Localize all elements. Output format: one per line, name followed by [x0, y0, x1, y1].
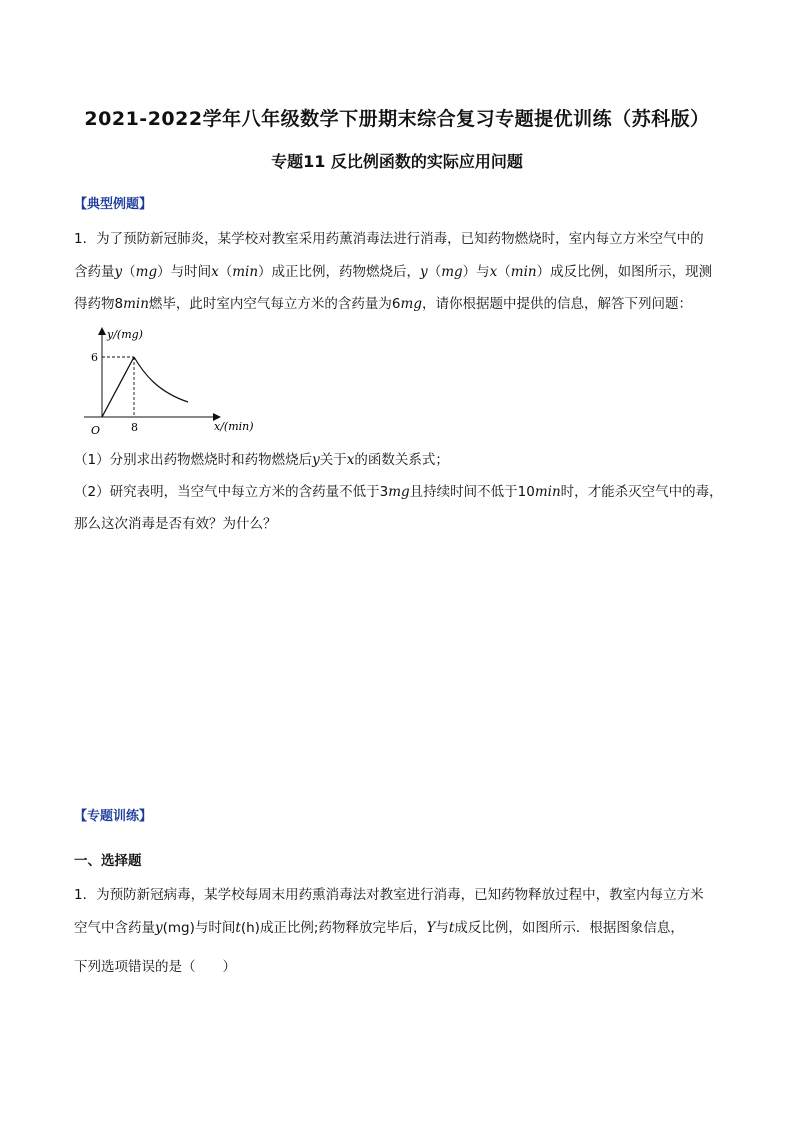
dose-time-graph — [80, 322, 260, 444]
document-title: 2021-2022学年八年级数学下册期末综合复习专题提优训练（苏科版） — [84, 108, 710, 130]
question-1-part-2-continued: 那么这次消毒是否有效？为什么？ — [74, 516, 277, 532]
y-tick-label: 6 — [91, 351, 98, 364]
section-typical-examples: 【典型例题】 — [74, 197, 153, 212]
question-1-line-3: 得药物8min燃毕，此时室内空气每立方米的含药量为6mg，请你根据题中提供的信息，解答下列问题： — [74, 296, 692, 312]
question-2-line-2: 空气中含药量y(mg)与时间t(h)成正比例;药物释放完毕后，Y与t成反比例，如图所示．根据图象信息， — [74, 920, 684, 936]
question-1-part-2: （2）研究表明，当空气中每立方米的含药量不低于3mg且持续时间不低于10min时，才能杀灭空气中的毒， — [74, 484, 723, 500]
question-2-line-3: 下列选项错误的是（ ） — [74, 959, 236, 975]
question-1-part-1: （1）分别求出药物燃烧时和药物燃烧后y关于x的函数关系式； — [74, 452, 449, 468]
question-1-line-2: 含药量y（mg）与时间x（min）成正比例，药物燃烧后，y（mg）与x（min）成反比例，如图所示，现测 — [74, 264, 713, 280]
x-tick-label: 8 — [131, 421, 138, 434]
x-axis-label: x/(min) — [214, 420, 254, 433]
y-axis-label: y/(mg) — [107, 328, 143, 341]
document-subtitle: 专题11 反比例函数的实际应用问题 — [271, 152, 523, 171]
section-special-training: 【专题训练】 — [74, 809, 153, 824]
question-1-line-1: 1．为了预防新冠肺炎，某学校对教室采用药薰消毒法进行消毒，已知药物燃烧时，室内每立方米空气中的 — [74, 231, 704, 247]
inverse-curve — [134, 357, 188, 402]
origin-label: O — [91, 424, 101, 437]
heading-multiple-choice: 一、选择题 — [74, 853, 142, 869]
proportional-line — [102, 357, 134, 417]
question-2-line-1: 1．为预防新冠病毒，某学校每周末用药熏消毒法对教室进行消毒，已知药物释放过程中，教室内每立方米 — [74, 887, 704, 903]
